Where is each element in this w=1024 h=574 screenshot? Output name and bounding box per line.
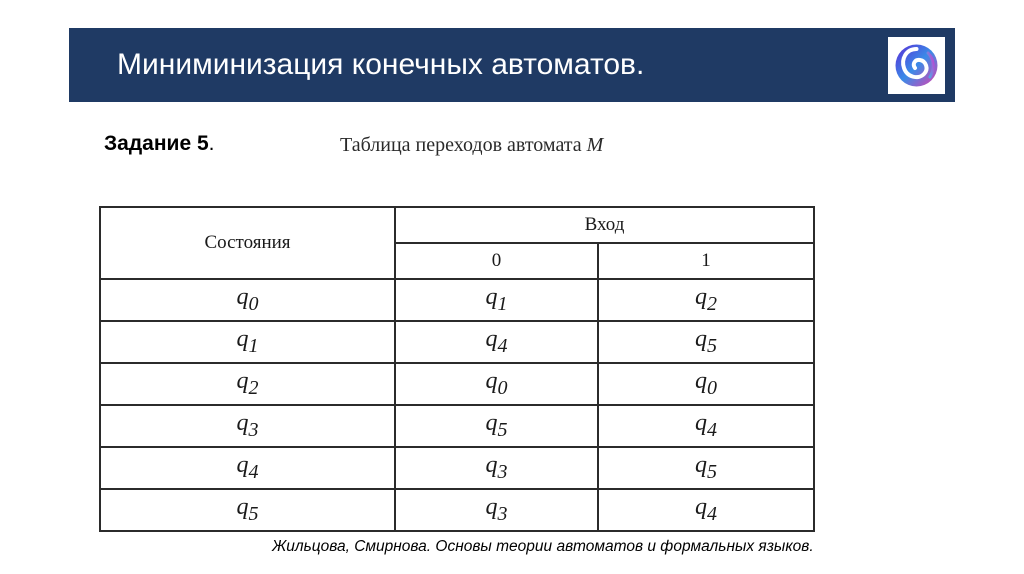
table-row (100, 363, 814, 405)
states-header: Состояния (100, 207, 395, 279)
table-row (100, 489, 814, 531)
input-column-0: 0 (395, 243, 598, 279)
page-title: Миниминизация конечных автоматов. (117, 48, 645, 81)
transition-cell-0: $q_5$ (395, 405, 598, 447)
transition-cell-1: $q_5$ (598, 447, 814, 489)
transition-cell-1: $q_0$ (598, 363, 814, 405)
transition-cell-1: $q_5$ (598, 321, 814, 363)
automaton-name: M (586, 134, 604, 156)
logo (888, 37, 945, 94)
transition-cell-0: $q_0$ (395, 363, 598, 405)
table-row (100, 405, 814, 447)
state-cell: $q_1$ (100, 321, 395, 363)
state-cell: $q_2$ (100, 363, 395, 405)
source-citation: Жильцова, Смирнова. Основы теории автоматов и формальных языков. (272, 538, 814, 555)
table-caption-text: Таблица переходов автомата (340, 134, 587, 156)
task-label (104, 131, 214, 157)
state-cell: $q_5$ (100, 489, 395, 531)
state-cell: $q_0$ (100, 279, 395, 321)
task-label-text: Задание 5 (104, 132, 209, 155)
transition-cell-1: $q_4$ (598, 489, 814, 531)
transition-cell-0: $q_3$ (395, 489, 598, 531)
input-header: Вход (395, 207, 814, 243)
transition-cell-1: $q_4$ (598, 405, 814, 447)
table-row (100, 321, 814, 363)
table-caption (340, 132, 603, 158)
transition-cell-0: $q_3$ (395, 447, 598, 489)
task-label-suffix: . (208, 132, 215, 155)
transition-cell-1: $q_2$ (598, 279, 814, 321)
table-header-row (100, 207, 814, 243)
table-row (100, 279, 814, 321)
input-column-1: 1 (598, 243, 814, 279)
state-cell: $q_4$ (100, 447, 395, 489)
swirl-logo-icon (888, 37, 945, 94)
transition-cell-0: $q_1$ (395, 279, 598, 321)
transition-table (99, 206, 815, 532)
state-cell: $q_3$ (100, 405, 395, 447)
transition-cell-0: $q_4$ (395, 321, 598, 363)
header-bar (69, 28, 955, 102)
table-row (100, 447, 814, 489)
